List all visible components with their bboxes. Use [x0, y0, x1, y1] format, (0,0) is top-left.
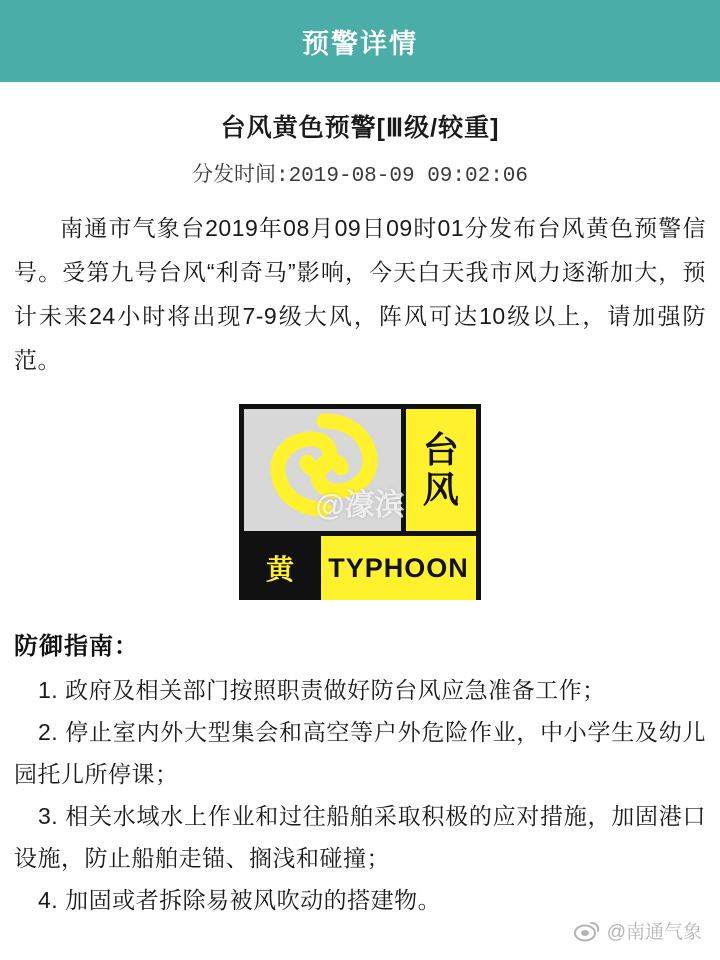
page-header [0, 0, 720, 82]
signal-vertical-text [406, 409, 476, 531]
signal-english-word: TYPHOON [321, 536, 476, 600]
list-item: 1. 政府及相关部门按照职责做好防台风应急准备工作； [38, 677, 606, 703]
alert-issue-time: 分发时间:2019-08-09 09:02:06 [191, 165, 529, 188]
signal-top-row [244, 409, 476, 531]
typhoon-cyclone-icon [244, 409, 401, 531]
alert-body-text: 南通市气象台2019年08月09日09时01分发布台风黄色预警信号。受第九号台风“利奇马”影响，今天白天我市风力逐渐加大，预计未来24小时将出现7-9级大风，阵风可达10级以上，请加强防范。 [14, 215, 706, 373]
page-title: 预警详情 [302, 28, 418, 59]
signal-vertical-text-line1: 台 [422, 429, 459, 470]
list-item: 2. 停止室内外大型集会和高空等户外危险作业，中小学生及幼儿园托儿所停课； [14, 719, 706, 787]
warning-signal-image [14, 404, 706, 600]
alert-detail-content [0, 108, 720, 921]
alert-title: 台风黄色预警[Ⅲ级/较重] [220, 114, 500, 142]
footer-watermark-text: @南通气象 [606, 922, 702, 943]
weibo-icon [574, 920, 600, 942]
list-item: 4. 加固或者拆除易被风吹动的搭建物。 [38, 887, 442, 913]
signal-level-word: 黄 [244, 536, 316, 600]
guide-title: 防御指南： [14, 633, 139, 660]
signal-bottom-row [244, 536, 476, 600]
footer-watermark [574, 917, 702, 944]
signal-vertical-text-line2: 风 [422, 469, 459, 510]
guide-list [14, 669, 706, 921]
list-item: 3. 相关水域水上作业和过往船舶采取积极的应对措施，加固港口设施，防止船舶走锚、搁浅和碰撞； [14, 803, 706, 871]
image-watermark: @濠滨 [315, 489, 405, 522]
signal-frame [239, 404, 481, 600]
